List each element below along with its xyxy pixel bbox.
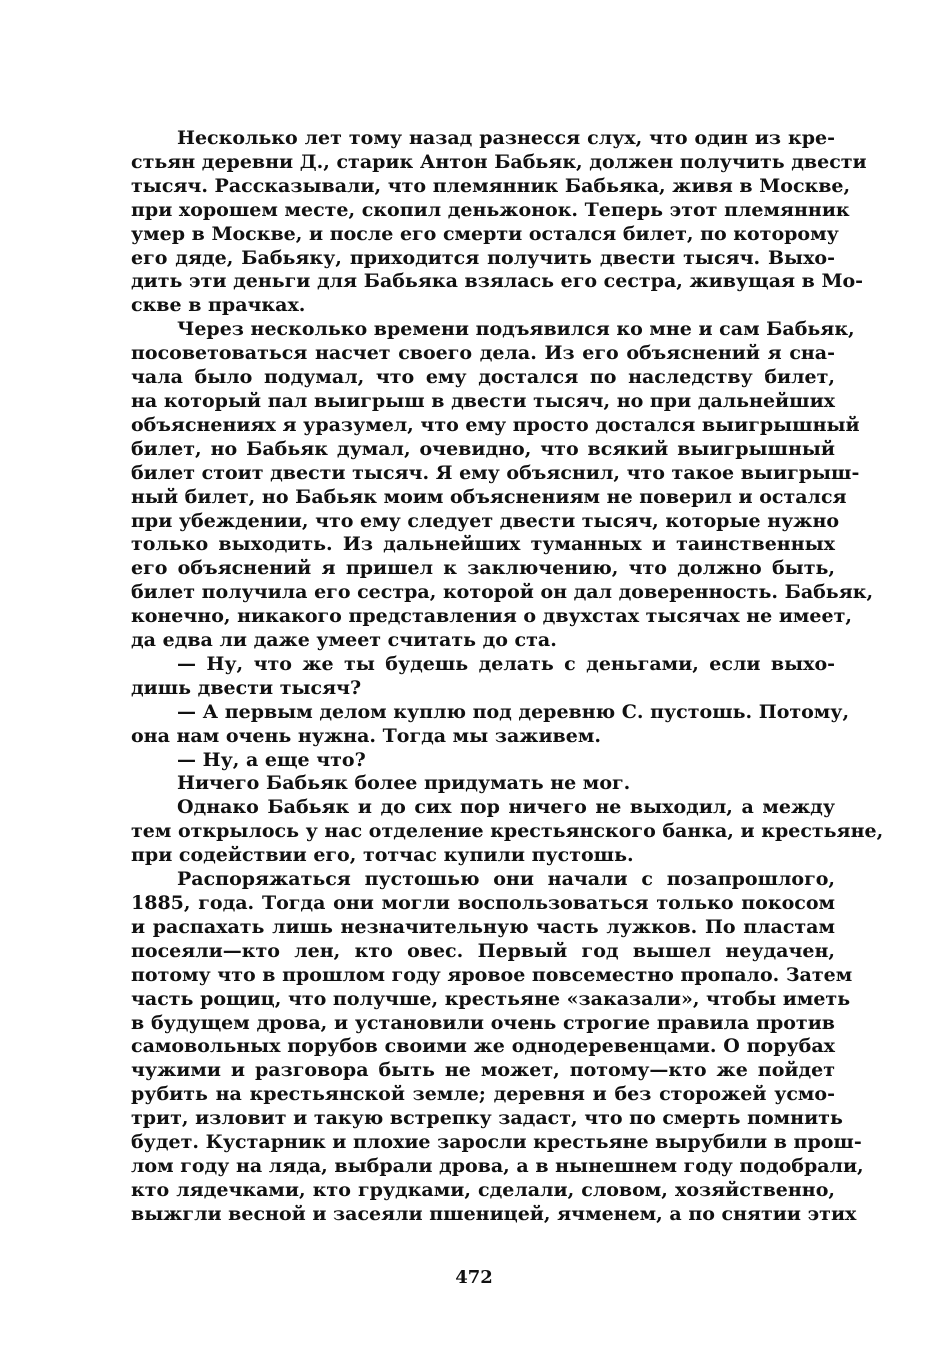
text-line: умер в Москве, и после его смерти остался билет, по которому bbox=[131, 222, 839, 245]
text-line: конечно, никакого представления о двухстах тысячах не имеет, bbox=[131, 605, 852, 628]
text-line: кто лядечками, кто грудками, сделали, словом, хозяйственно, bbox=[131, 1178, 835, 1201]
text-line: билет, но Бабьяк думал, очевидно, что всякий выигрышный bbox=[131, 437, 835, 460]
text-line: ный билет, но Бабьяк моим объяснениям не поверил и остался bbox=[131, 485, 847, 508]
text-line: только выходить. Из дальнейших туманных и таинственных bbox=[131, 533, 835, 556]
text-line: будет. Кустарник и плохие заросли крестьяне вырубили в прош- bbox=[131, 1131, 862, 1154]
text-line: билет получила его сестра, которой он дал доверенность. Бабьяк, bbox=[131, 581, 874, 604]
text-line: Распоряжаться пустошью они начали с позапрошлого, bbox=[177, 868, 835, 891]
text-line: тем открылось у нас отделение крестьянского банка, и крестьяне, bbox=[131, 820, 884, 843]
text-line: билет стоит двести тысяч. Я ему объяснил, что такое выигрыш- bbox=[131, 461, 860, 484]
page-number: 472 bbox=[455, 1267, 493, 1288]
text-line: Несколько лет тому назад разнесся слух, что один из кре- bbox=[177, 127, 835, 149]
text-line: — Ну, что же ты будешь делать с деньгами, если выхо- bbox=[177, 652, 835, 675]
text-line: объяснениях я уразумел, что ему просто достался выигрышный bbox=[131, 413, 860, 436]
text-line: при хорошем месте, скопил деньжонок. Теперь этот племянник bbox=[131, 198, 850, 221]
text-line: дить эти деньги для Бабьяка взялась его сестра, живущая в Мо- bbox=[131, 270, 864, 293]
text-line: Через несколько времени подъявился ко мне и сам Бабьяк, bbox=[177, 318, 855, 341]
text-line: да едва ли даже умеет считать до ста. bbox=[131, 629, 557, 652]
text-line: часть рощиц, что получше, крестьяне «заказали», чтобы иметь bbox=[131, 987, 851, 1010]
text-line: Однако Бабьяк и до сих пор ничего не выходил, а между bbox=[177, 796, 835, 819]
text-line: Ничего Бабьяк более придумать не мог. bbox=[177, 772, 631, 795]
text-line: при убеждении, что ему следует двести тысяч, которые нужно bbox=[131, 509, 840, 532]
text-line: его дяде, Бабьяку, приходится получить двести тысяч. Выхо- bbox=[131, 246, 835, 269]
text-line: тысяч. Рассказывали, что племянник Бабьяка, живя в Москве, bbox=[131, 174, 851, 197]
text-line: рубить на крестьянской земле; деревня и без сторожей усмо- bbox=[131, 1083, 835, 1106]
text-line: чала было подумал, что ему достался по наследству билет, bbox=[131, 366, 835, 389]
text-line: лом году на ляда, выбрали дрова, а в нынешнем году подобрали, bbox=[131, 1154, 864, 1177]
text-line: чужими и разговора быть не может, потому—кто же пойдет bbox=[131, 1059, 835, 1082]
text-line: посеяли—кто лен, кто овес. Первый год вышел неудачен, bbox=[131, 939, 835, 962]
text-line: дишь двести тысяч? bbox=[131, 676, 362, 699]
text-line: — Ну, а еще что? bbox=[177, 748, 366, 771]
text-line: посоветоваться насчет своего дела. Из его объяснений я сна- bbox=[131, 342, 835, 365]
text-line: в будущем дрова, и установили очень строгие правила против bbox=[131, 1011, 835, 1034]
text-line: его объяснений я пришел к заключению, что должно быть, bbox=[131, 557, 835, 580]
text-line: выжгли весной и засеяли пшеницей, ячменем, а по снятии этих bbox=[131, 1202, 857, 1225]
text-line: скве в прачках. bbox=[131, 294, 306, 317]
text-line: она нам очень нужна. Тогда мы заживем. bbox=[131, 724, 601, 747]
text-line: 1885, года. Тогда они могли воспользоваться только покосом bbox=[131, 892, 835, 914]
text-line: самовольных порубов своими же однодеревенцами. О порубах bbox=[131, 1035, 835, 1058]
text-line: при содействии его, тотчас купили пустошь. bbox=[131, 844, 634, 867]
text-line: — А первым делом куплю под деревню С. пустошь. Потому, bbox=[177, 700, 850, 723]
text-line: и распахать лишь незначительную часть лужков. По пластам bbox=[131, 915, 835, 938]
text-line: на который пал выигрыш в двести тысяч, но при дальнейших bbox=[131, 389, 835, 412]
body-text bbox=[131, 127, 884, 1227]
text-line: стьян деревни Д., старик Антон Бабьяк, должен получить двести bbox=[131, 150, 867, 173]
text-line: трит, изловит и такую встрепку задаст, что по смерть помнить bbox=[131, 1107, 843, 1130]
text-line: потому что в прошлом году яровое повсеместно пропало. Затем bbox=[131, 963, 853, 986]
